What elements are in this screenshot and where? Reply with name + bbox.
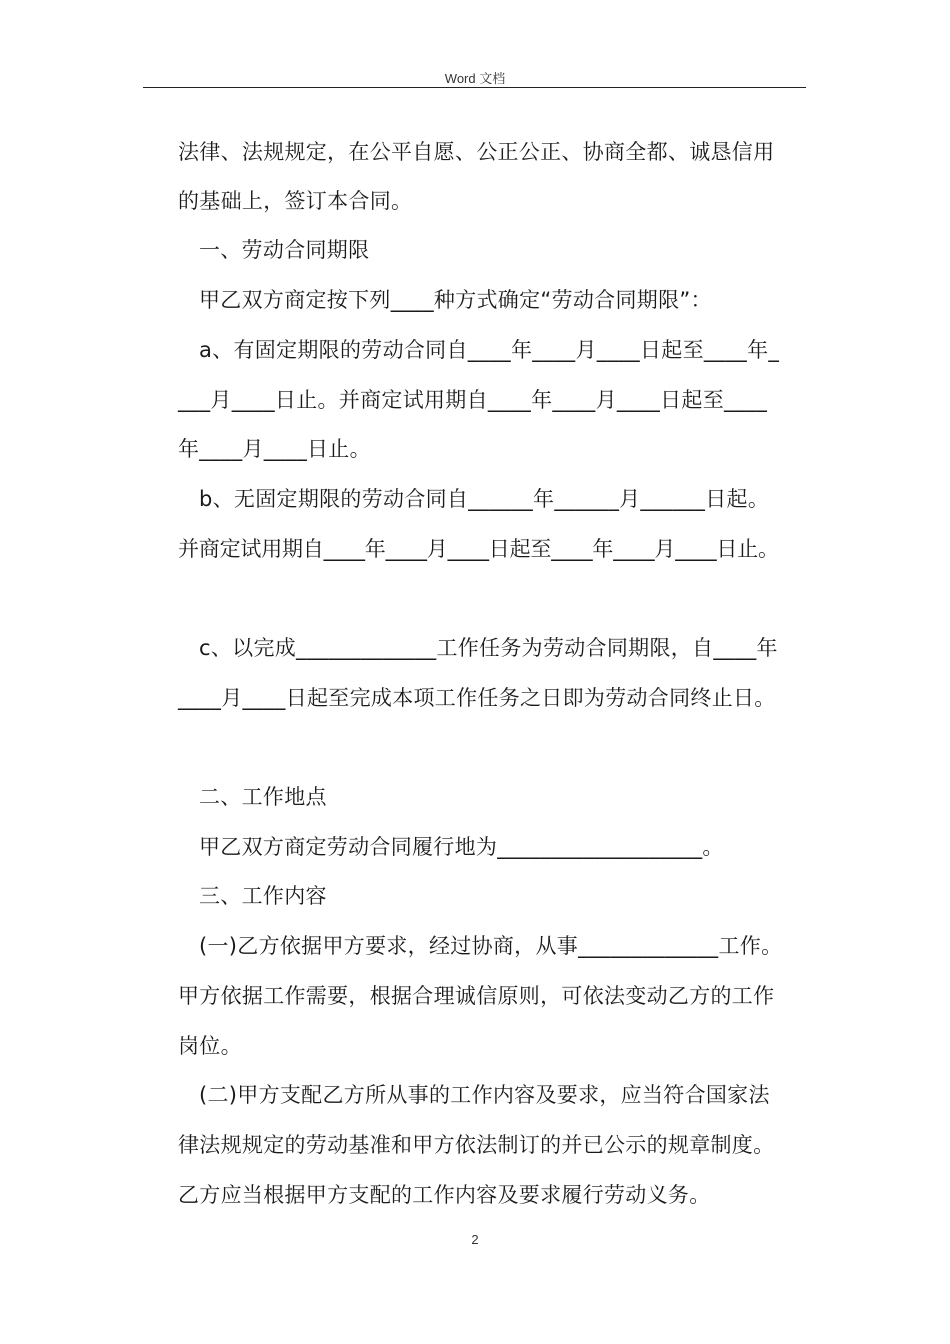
text-line: (一)乙方依据甲方要求，经过协商，从事_____________工作。 xyxy=(199,934,783,958)
text-line: ____月____日起至完成本项工作任务之日即为劳动合同终止日。 xyxy=(178,686,776,710)
section-heading: 一、劳动合同期限 xyxy=(199,238,370,262)
text-line: 甲方依据工作需要，根据合理诚信原则，可依法变动乙方的工作 xyxy=(178,984,775,1008)
page-number: 2 xyxy=(471,1232,479,1247)
text-line: 甲乙双方商定按下列____种方式确定“劳动合同期限”： xyxy=(199,288,712,312)
header-rule xyxy=(143,87,806,88)
text-line: 并商定试用期自____年____月____日起至____年____月____日止。 xyxy=(178,537,779,561)
text-line: c、以完成_____________工作任务为劳动合同期限，自____年 xyxy=(199,636,778,660)
text-line: 律法规规定的劳动基准和甲方依法制订的并已公示的规章制度。 xyxy=(178,1133,775,1157)
section-heading: 三、工作内容 xyxy=(199,884,327,908)
text-line: 法律、法规规定，在公平自愿、公正公正、协商全都、诚恳信用 xyxy=(178,140,775,164)
text-line: 乙方应当根据甲方支配的工作内容及要求履行劳动义务。 xyxy=(178,1183,711,1207)
text-line: (二)甲方支配乙方所从事的工作内容及要求，应当符合国家法 xyxy=(199,1083,770,1107)
text-line: ___月____日止。并商定试用期自____年____月____日起至____ xyxy=(178,388,768,412)
page-header: Word 文档 xyxy=(444,71,506,86)
text-line: a、有固定期限的劳动合同自____年____月____日起至____年_ xyxy=(199,338,780,362)
text-line: 岗位。 xyxy=(178,1034,242,1058)
text-line: 的基础上，签订本合同。 xyxy=(178,189,413,213)
section-heading: 二、工作地点 xyxy=(199,785,327,809)
text-line: b、无固定期限的劳动合同自______年______月______日起。 xyxy=(199,487,770,511)
text-line: 甲乙双方商定劳动合同履行地为___________________。 xyxy=(199,835,724,859)
text-line: 年____月____日止。 xyxy=(178,437,371,461)
